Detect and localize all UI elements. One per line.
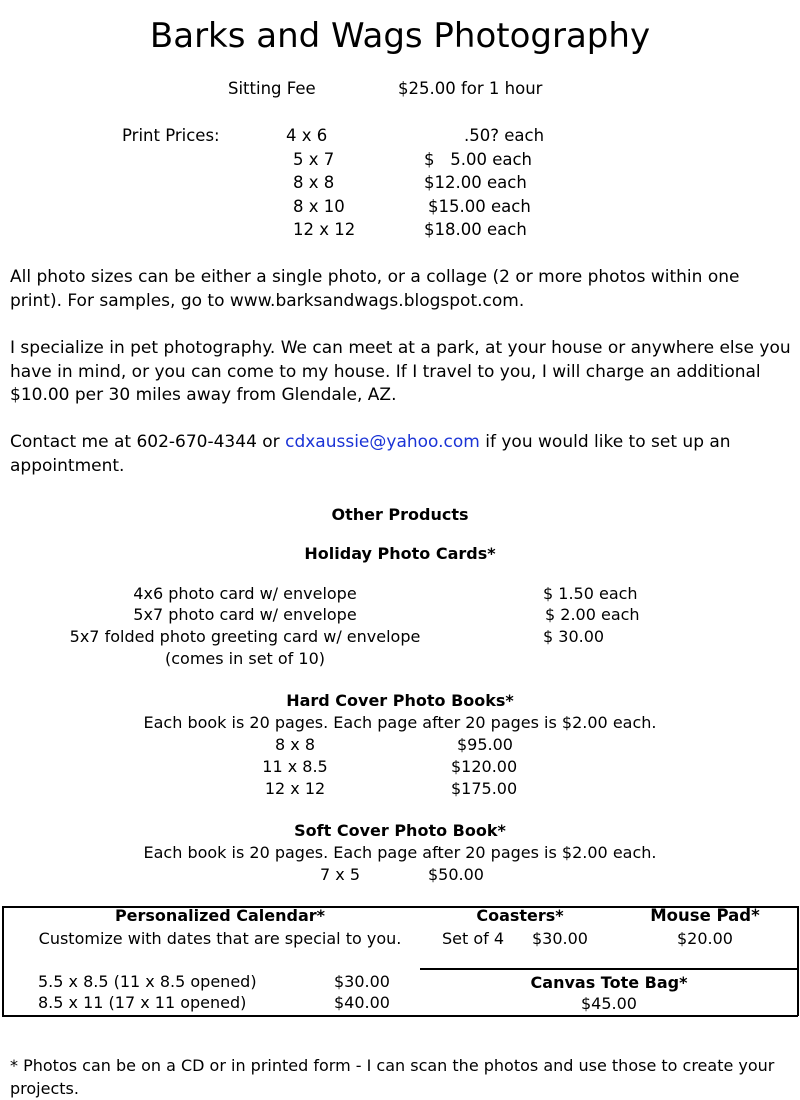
hard-cover-size: 12 x 12	[264, 779, 326, 798]
hard-cover-desc: Each book is 20 pages. Each page after 20 pages is $2.00 each.	[143, 713, 657, 732]
page-title: Barks and Wags Photography	[149, 16, 651, 56]
sitting-fee-value: $25.00 for 1 hour	[398, 79, 543, 98]
other-products-heading: Other Products	[331, 505, 469, 524]
paragraph-specialize: I specialize in pet photography. We can meet at a park, at your house or anywhere else you have in mind, or you can come to my house. If I travel to you, I will charge an additional $10.00 per 30 miles away from Glendale, AZ.	[10, 338, 791, 405]
table-border-left	[2, 906, 4, 1016]
table-divider	[420, 968, 798, 970]
calendar-price: $40.00	[334, 993, 390, 1012]
holiday-item: 5x7 folded photo greeting card w/ envelope	[69, 627, 421, 646]
holiday-heading: Holiday Photo Cards*	[304, 544, 496, 563]
mouse-pad-price: $20.00	[677, 929, 733, 948]
holiday-item: 4x6 photo card w/ envelope	[133, 584, 357, 603]
calendar-desc: Customize with dates that are special to you.	[38, 929, 402, 948]
paragraph-contact	[10, 431, 795, 478]
holiday-note: (comes in set of 10)	[165, 649, 325, 668]
coasters-price: $30.00	[532, 929, 588, 948]
mouse-pad-heading: Mouse Pad*	[650, 906, 760, 925]
print-price: $15.00 each	[428, 197, 531, 216]
print-size: 8 x 8	[293, 173, 335, 192]
contact-text: if you would like to set up an appointment.	[10, 432, 731, 476]
print-size: 4 x 6	[286, 126, 328, 145]
holiday-price: $ 1.50 each	[543, 584, 638, 603]
holiday-item: 5x7 photo card w/ envelope	[133, 605, 357, 624]
table-border-bottom	[2, 1015, 798, 1017]
holiday-price: $ 2.00 each	[545, 605, 640, 624]
print-prices-label: Print Prices:	[122, 126, 220, 145]
tote-heading: Canvas Tote Bag*	[530, 973, 688, 992]
calendar-price: $30.00	[334, 972, 390, 991]
print-price: $ 5.00 each	[424, 150, 533, 169]
paragraph-photo-sizes: All photo sizes can be either a single photo, or a collage (2 or more photos within one print). For samples, go to www.barksandwags.blogspot.com.	[10, 267, 740, 311]
tote-price: $45.00	[581, 994, 637, 1013]
footnote: * Photos can be on a CD or in printed form - I can scan the photos and use those to create your projects.	[10, 1056, 775, 1098]
calendar-size: 8.5 x 11 (17 x 11 opened)	[38, 993, 247, 1012]
hard-cover-price: $120.00	[451, 757, 518, 776]
soft-cover-heading: Soft Cover Photo Book*	[294, 821, 506, 840]
email-link[interactable]: cdxaussie@yahoo.com	[285, 432, 480, 452]
print-size: 8 x 10	[293, 197, 345, 216]
calendar-heading: Personalized Calendar*	[114, 906, 326, 925]
contact-text: Contact me at 602-670-4344 or	[10, 432, 286, 452]
hard-cover-price: $175.00	[451, 779, 518, 798]
print-price: .50? each	[464, 126, 545, 145]
print-size: 5 x 7	[293, 150, 335, 169]
hard-cover-size: 11 x 8.5	[262, 757, 328, 776]
coasters-set: Set of 4	[442, 929, 505, 948]
coasters-heading: Coasters*	[476, 906, 564, 925]
sitting-fee-label: Sitting Fee	[228, 79, 316, 98]
holiday-price: $ 30.00	[543, 627, 605, 646]
soft-cover-desc: Each book is 20 pages. Each page after 20 pages is $2.00 each.	[143, 843, 657, 862]
hard-cover-size: 8 x 8	[275, 735, 315, 754]
hard-cover-price: $95.00	[457, 735, 513, 754]
print-price: $12.00 each	[424, 173, 527, 192]
print-size: 12 x 12	[293, 220, 356, 239]
print-price: $18.00 each	[424, 220, 527, 239]
calendar-size: 5.5 x 8.5 (11 x 8.5 opened)	[38, 972, 257, 991]
soft-cover-size: 7 x 5	[320, 865, 360, 884]
hard-cover-heading: Hard Cover Photo Books*	[286, 691, 514, 710]
soft-cover-price: $50.00	[428, 865, 484, 884]
